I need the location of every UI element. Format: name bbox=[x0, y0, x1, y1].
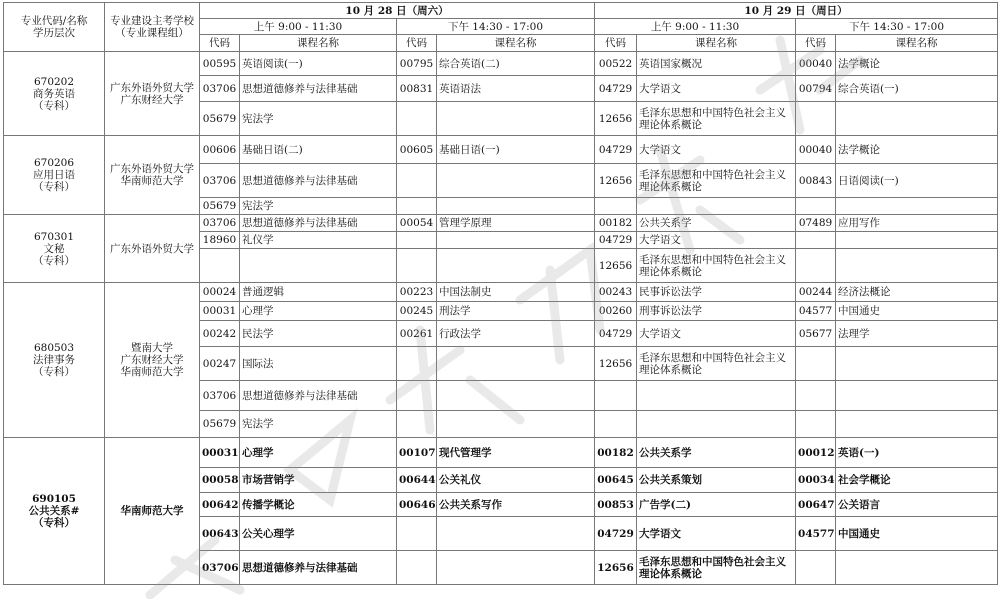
table-row bbox=[4, 215, 998, 232]
course-name-column-header: 课程名称 bbox=[240, 35, 397, 52]
course-name bbox=[437, 232, 595, 249]
course-code: 00242 bbox=[200, 321, 240, 347]
course-code bbox=[397, 164, 437, 198]
major-line: （专科） bbox=[33, 517, 75, 529]
course-name bbox=[836, 198, 998, 215]
course-code: 12656 bbox=[595, 164, 637, 198]
course-name: 管理学原理 bbox=[437, 215, 595, 232]
course-name: 行政法学 bbox=[437, 321, 595, 347]
course-name: 广告学(二) bbox=[637, 493, 796, 517]
major-line: （专科） bbox=[33, 254, 75, 267]
course-name bbox=[437, 411, 595, 438]
course-name bbox=[836, 102, 998, 136]
course-code: 03706 bbox=[200, 215, 240, 232]
code-column-header: 代码 bbox=[397, 35, 437, 52]
session-header: 上午 9:00 - 11:30 bbox=[595, 19, 796, 35]
course-name: 毛泽东思想和中国特色社会主义理论体系概论 bbox=[637, 249, 796, 283]
school-name: 华南师范大学 bbox=[120, 175, 184, 187]
course-code: 12656 bbox=[595, 347, 637, 381]
course-name: 大学语文 bbox=[637, 321, 796, 347]
session-header: 下午 14:30 - 17:00 bbox=[796, 19, 998, 35]
school-name: 广东外语外贸大学 bbox=[110, 163, 194, 175]
school-name: 华南师范大学 bbox=[120, 505, 184, 517]
major-line: （专科） bbox=[33, 99, 75, 112]
course-name: 心理学 bbox=[240, 438, 397, 468]
course-code bbox=[796, 411, 836, 438]
course-code: 00012 bbox=[796, 438, 836, 468]
course-name bbox=[437, 347, 595, 381]
major-line: 680503 bbox=[33, 342, 75, 354]
course-code bbox=[397, 551, 437, 585]
course-name: 宪法学 bbox=[240, 411, 397, 438]
major-column-header: 专业代码/名称 学历层次 bbox=[4, 3, 105, 52]
course-name: 毛泽东思想和中国特色社会主义理论体系概论 bbox=[637, 347, 796, 381]
major-cell bbox=[4, 283, 105, 438]
course-code: 05679 bbox=[200, 198, 240, 215]
course-code bbox=[397, 347, 437, 381]
course-name: 公关礼仪 bbox=[437, 468, 595, 493]
course-name: 中国法制史 bbox=[437, 283, 595, 302]
course-code: 00182 bbox=[595, 438, 637, 468]
course-code: 00247 bbox=[200, 347, 240, 381]
course-code bbox=[796, 551, 836, 585]
course-code: 05677 bbox=[796, 321, 836, 347]
course-name: 毛泽东思想和中国特色社会主义理论体系概论 bbox=[637, 551, 796, 585]
major-cell bbox=[4, 52, 105, 136]
course-name: 中国通史 bbox=[836, 302, 998, 321]
course-name bbox=[637, 381, 796, 411]
major-cell bbox=[4, 215, 105, 283]
course-name: 毛泽东思想和中国特色社会主义理论体系概论 bbox=[637, 102, 796, 136]
course-name: 公关心理学 bbox=[240, 517, 397, 551]
course-code: 04577 bbox=[796, 517, 836, 551]
course-code: 00058 bbox=[200, 468, 240, 493]
course-name bbox=[437, 198, 595, 215]
major-line: 应用日语 bbox=[33, 169, 75, 181]
school-name: 广东财经大学 bbox=[120, 93, 184, 106]
course-name bbox=[836, 347, 998, 381]
course-code bbox=[397, 381, 437, 411]
course-name-column-header: 课程名称 bbox=[437, 35, 595, 52]
school-name: 广东外语外贸大学 bbox=[110, 242, 194, 255]
course-name: 传播学概论 bbox=[240, 493, 397, 517]
major-line: 670301 bbox=[33, 230, 75, 243]
course-name: 普通逻辑 bbox=[240, 283, 397, 302]
schedule-body bbox=[4, 52, 998, 585]
course-name: 市场营销学 bbox=[240, 468, 397, 493]
course-name: 思想道德修养与法律基础 bbox=[240, 215, 397, 232]
major-line: （专科） bbox=[33, 181, 75, 193]
course-code: 00261 bbox=[397, 321, 437, 347]
course-name: 综合英语(二) bbox=[437, 52, 595, 76]
course-code: 12656 bbox=[595, 249, 637, 283]
course-code: 00644 bbox=[397, 468, 437, 493]
course-code bbox=[796, 381, 836, 411]
major-line: 670206 bbox=[33, 157, 75, 169]
course-code: 00040 bbox=[796, 52, 836, 76]
course-name bbox=[437, 164, 595, 198]
course-name: 基础日语(二) bbox=[240, 136, 397, 164]
code-column-header: 代码 bbox=[595, 35, 637, 52]
course-name: 国际法 bbox=[240, 347, 397, 381]
code-column-header: 代码 bbox=[200, 35, 240, 52]
school-cell bbox=[105, 136, 200, 215]
course-code: 00260 bbox=[595, 302, 637, 321]
course-code: 03706 bbox=[200, 381, 240, 411]
course-code: 03706 bbox=[200, 164, 240, 198]
course-name: 思想道德修养与法律基础 bbox=[240, 76, 397, 102]
exam-schedule-table bbox=[3, 2, 998, 585]
course-code: 00024 bbox=[200, 283, 240, 302]
course-name: 公共关系策划 bbox=[637, 468, 796, 493]
course-code: 00831 bbox=[397, 76, 437, 102]
course-code: 05679 bbox=[200, 411, 240, 438]
course-name: 宪法学 bbox=[240, 102, 397, 136]
major-line: （专科） bbox=[33, 366, 75, 378]
course-code: 00646 bbox=[397, 493, 437, 517]
table-row bbox=[4, 52, 998, 76]
course-name: 思想道德修养与法律基础 bbox=[240, 551, 397, 585]
course-code: 00605 bbox=[397, 136, 437, 164]
major-line: 670202 bbox=[33, 75, 75, 88]
course-code: 00645 bbox=[595, 468, 637, 493]
course-code bbox=[595, 411, 637, 438]
table-row bbox=[4, 283, 998, 302]
course-name: 大学语文 bbox=[637, 76, 796, 102]
course-code: 18960 bbox=[200, 232, 240, 249]
course-code: 00843 bbox=[796, 164, 836, 198]
course-code bbox=[397, 517, 437, 551]
major-line: 法律事务 bbox=[33, 354, 75, 366]
course-code bbox=[397, 411, 437, 438]
code-column-header: 代码 bbox=[796, 35, 836, 52]
course-name: 毛泽东思想和中国特色社会主义理论体系概论 bbox=[637, 164, 796, 198]
course-name: 思想道德修养与法律基础 bbox=[240, 381, 397, 411]
course-code: 00223 bbox=[397, 283, 437, 302]
course-code bbox=[796, 249, 836, 283]
course-code: 00853 bbox=[595, 493, 637, 517]
course-code: 00031 bbox=[200, 302, 240, 321]
course-code: 12656 bbox=[595, 102, 637, 136]
course-code bbox=[397, 198, 437, 215]
course-code bbox=[796, 347, 836, 381]
table-row bbox=[4, 438, 998, 468]
course-code: 04729 bbox=[595, 517, 637, 551]
course-name bbox=[836, 411, 998, 438]
course-name: 思想道德修养与法律基础 bbox=[240, 164, 397, 198]
course-code bbox=[595, 198, 637, 215]
course-name: 宪法学 bbox=[240, 198, 397, 215]
course-code: 00647 bbox=[796, 493, 836, 517]
course-code: 00595 bbox=[200, 52, 240, 76]
course-name: 刑事诉讼法学 bbox=[637, 302, 796, 321]
course-name-column-header: 课程名称 bbox=[637, 35, 796, 52]
course-name: 公共关系学 bbox=[637, 438, 796, 468]
course-name: 礼仪学 bbox=[240, 232, 397, 249]
course-name bbox=[836, 249, 998, 283]
major-cell bbox=[4, 136, 105, 215]
course-name: 公共关系学 bbox=[637, 215, 796, 232]
course-name: 英语国家概况 bbox=[637, 52, 796, 76]
course-code bbox=[595, 381, 637, 411]
course-code: 07489 bbox=[796, 215, 836, 232]
course-name: 民法学 bbox=[240, 321, 397, 347]
course-code bbox=[796, 232, 836, 249]
course-name bbox=[437, 517, 595, 551]
school-cell bbox=[105, 52, 200, 136]
course-name: 应用写作 bbox=[836, 215, 998, 232]
school-column-header: 专业建设主考学校 （专业课程组） bbox=[105, 3, 200, 52]
course-code: 00244 bbox=[796, 283, 836, 302]
course-code: 04577 bbox=[796, 302, 836, 321]
course-name: 英语语法 bbox=[437, 76, 595, 102]
course-name: 基础日语(一) bbox=[437, 136, 595, 164]
school-cell bbox=[105, 283, 200, 438]
course-code: 00034 bbox=[796, 468, 836, 493]
course-code: 00795 bbox=[397, 52, 437, 76]
school-name: 广东外语外贸大学 bbox=[110, 81, 194, 94]
session-header: 下午 14:30 - 17:00 bbox=[397, 19, 595, 35]
course-name: 法学概论 bbox=[836, 52, 998, 76]
course-name bbox=[836, 232, 998, 249]
course-code: 04729 bbox=[595, 76, 637, 102]
course-name: 民事诉讼法学 bbox=[637, 283, 796, 302]
course-code: 00643 bbox=[200, 517, 240, 551]
course-name bbox=[637, 198, 796, 215]
school-cell bbox=[105, 215, 200, 283]
day-header-2: 10 月 29 日（周日） bbox=[595, 3, 998, 19]
course-code: 00522 bbox=[595, 52, 637, 76]
table-row bbox=[4, 136, 998, 164]
course-code: 03706 bbox=[200, 551, 240, 585]
course-code: 04729 bbox=[595, 136, 637, 164]
course-code: 00642 bbox=[200, 493, 240, 517]
course-code: 00031 bbox=[200, 438, 240, 468]
course-code: 00243 bbox=[595, 283, 637, 302]
major-line: 文秘 bbox=[43, 242, 65, 255]
course-code bbox=[796, 198, 836, 215]
course-name: 大学语文 bbox=[637, 136, 796, 164]
course-name bbox=[437, 381, 595, 411]
course-name: 公关语言 bbox=[836, 493, 998, 517]
course-name: 英语(一) bbox=[836, 438, 998, 468]
course-code: 00040 bbox=[796, 136, 836, 164]
course-name: 日语阅读(一) bbox=[836, 164, 998, 198]
school-cell bbox=[105, 438, 200, 585]
school-name: 广东财经大学 bbox=[120, 354, 184, 366]
major-line: 690105 bbox=[32, 493, 76, 505]
course-code: 12656 bbox=[595, 551, 637, 585]
school-name: 华南师范大学 bbox=[120, 366, 184, 378]
course-code bbox=[397, 232, 437, 249]
course-code: 00245 bbox=[397, 302, 437, 321]
course-name bbox=[836, 551, 998, 585]
session-header: 上午 9:00 - 11:30 bbox=[200, 19, 397, 35]
course-name bbox=[437, 249, 595, 283]
course-name: 刑法学 bbox=[437, 302, 595, 321]
major-line: 公共关系# bbox=[28, 505, 80, 517]
course-name: 心理学 bbox=[240, 302, 397, 321]
course-code: 03706 bbox=[200, 76, 240, 102]
course-name: 英语阅读(一) bbox=[240, 52, 397, 76]
course-name bbox=[437, 551, 595, 585]
course-code bbox=[397, 102, 437, 136]
major-cell bbox=[4, 438, 105, 585]
course-code bbox=[796, 102, 836, 136]
course-name-column-header: 课程名称 bbox=[836, 35, 998, 52]
course-code: 05679 bbox=[200, 102, 240, 136]
course-name bbox=[637, 411, 796, 438]
school-name: 暨南大学 bbox=[131, 342, 173, 354]
course-code: 00182 bbox=[595, 215, 637, 232]
course-code bbox=[200, 249, 240, 283]
course-name: 现代管理学 bbox=[437, 438, 595, 468]
course-code: 04729 bbox=[595, 321, 637, 347]
course-name: 综合英语(一) bbox=[836, 76, 998, 102]
course-name: 法理学 bbox=[836, 321, 998, 347]
course-code: 00794 bbox=[796, 76, 836, 102]
course-name: 中国通史 bbox=[836, 517, 998, 551]
course-code: 00054 bbox=[397, 215, 437, 232]
course-name: 经济法概论 bbox=[836, 283, 998, 302]
course-code: 00107 bbox=[397, 438, 437, 468]
course-name bbox=[240, 249, 397, 283]
course-name bbox=[836, 381, 998, 411]
course-name: 公共关系写作 bbox=[437, 493, 595, 517]
day-header-1: 10 月 28 日（周六） bbox=[200, 3, 595, 19]
course-code: 04729 bbox=[595, 232, 637, 249]
major-line: 商务英语 bbox=[33, 87, 75, 100]
course-name: 大学语文 bbox=[637, 232, 796, 249]
course-name: 大学语文 bbox=[637, 517, 796, 551]
course-code bbox=[397, 249, 437, 283]
course-name: 社会学概论 bbox=[836, 468, 998, 493]
course-name: 法学概论 bbox=[836, 136, 998, 164]
course-name bbox=[437, 102, 595, 136]
course-code: 00606 bbox=[200, 136, 240, 164]
